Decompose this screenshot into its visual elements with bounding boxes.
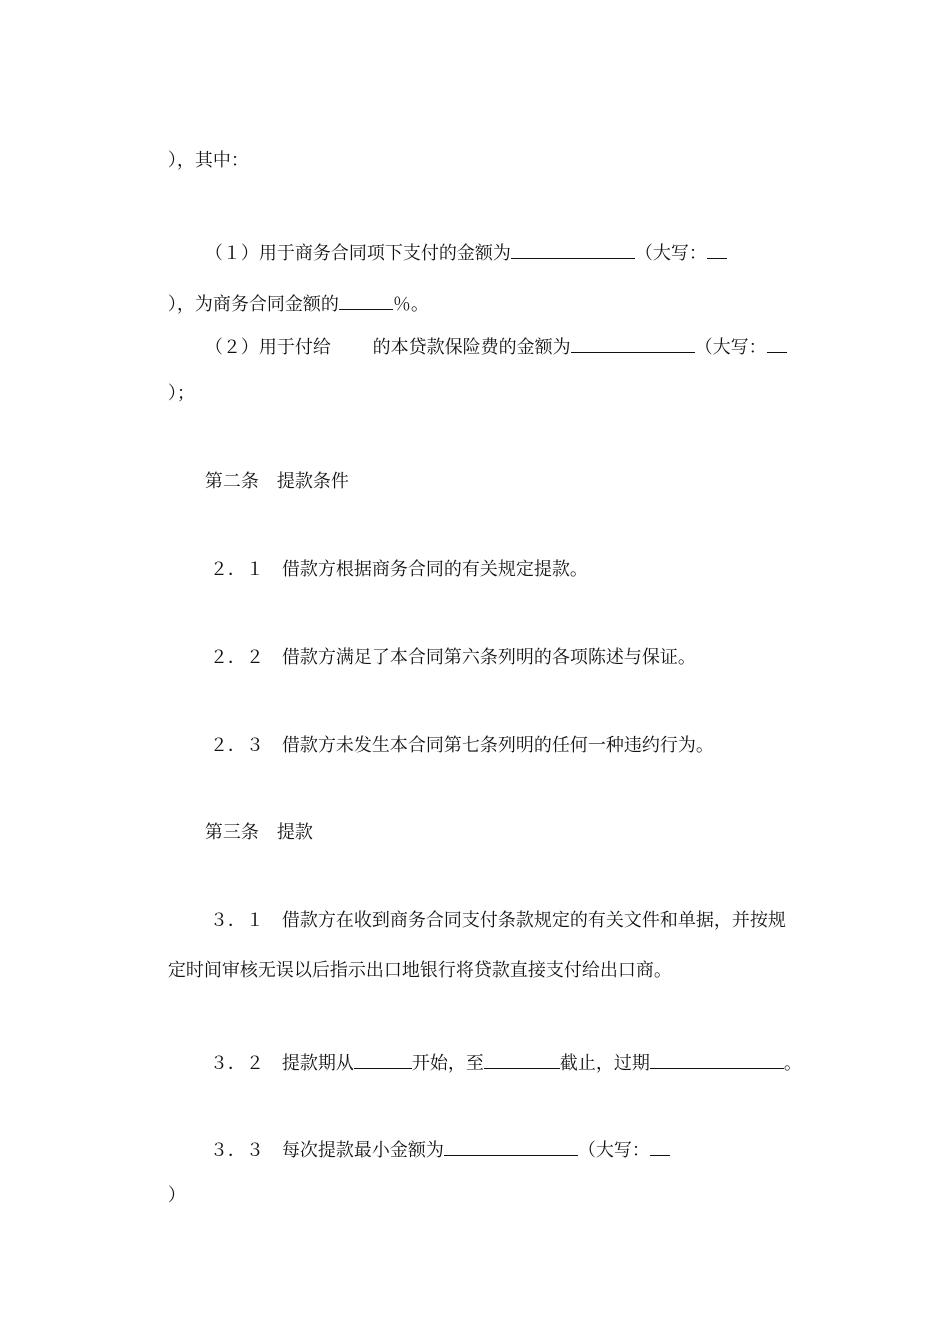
clause-line-2 xyxy=(182,308,787,384)
clause-2-3 xyxy=(187,710,714,782)
blank-line xyxy=(484,1048,560,1069)
clause-2-2 xyxy=(187,622,696,694)
blank-line xyxy=(650,1135,670,1156)
text: 截止，过期 xyxy=(559,1053,650,1074)
section-heading-3 xyxy=(182,797,313,869)
text: （大写： xyxy=(694,337,767,358)
text: （大写： xyxy=(577,1140,650,1161)
text: ）； xyxy=(167,383,195,404)
text-line xyxy=(145,125,249,197)
heading: 第三条 提款 xyxy=(204,822,313,843)
text: ），其中： xyxy=(167,150,249,171)
text: （大写： xyxy=(634,243,707,264)
text: 定时间审核无误以后指示出口地银行将贷款直接支付给出口商。 xyxy=(167,960,672,981)
blank-line xyxy=(650,1048,784,1069)
clause-2-1 xyxy=(187,534,588,606)
text: ３．２ 提款期从 xyxy=(209,1053,354,1074)
text: ２．３ 借款方未发生本合同第七条列明的任何一种违约行为。 xyxy=(209,735,714,756)
text: （１）用于商务合同项下支付的金额为 xyxy=(204,243,511,264)
clause-3-2 xyxy=(187,1024,802,1100)
blank-line xyxy=(511,238,635,259)
text: 开始，至 xyxy=(411,1053,484,1074)
blank-line xyxy=(707,238,727,259)
text: （２）用于付给 的本贷款保险费的金额为 xyxy=(204,337,571,358)
text: ），为商务合同金额的 xyxy=(167,294,339,315)
section-heading-2 xyxy=(182,446,349,518)
text: 。 xyxy=(783,1053,802,1074)
text: ３．３ 每次提款最小金额为 xyxy=(209,1140,444,1161)
blank-line xyxy=(571,332,695,353)
text: ） xyxy=(167,1185,186,1206)
text: ２．２ 借款方满足了本合同第六条列明的各项陈述与保证。 xyxy=(209,647,696,668)
blank-line xyxy=(339,289,393,310)
clause-3-1-cont xyxy=(145,935,672,1007)
text: ３．１ 借款方在收到商务合同支付条款规定的有关文件和单据，并按规 xyxy=(209,910,786,931)
blank-line xyxy=(444,1135,578,1156)
clause-3-3 xyxy=(187,1111,670,1187)
text: ２．１ 借款方根据商务合同的有关规定提款。 xyxy=(209,559,588,580)
blank-line xyxy=(354,1048,412,1069)
text: ％。 xyxy=(392,294,429,315)
text-line xyxy=(145,1160,186,1232)
text-line xyxy=(145,358,195,430)
blank-line xyxy=(767,332,787,353)
heading: 第二条 提款条件 xyxy=(204,471,349,492)
